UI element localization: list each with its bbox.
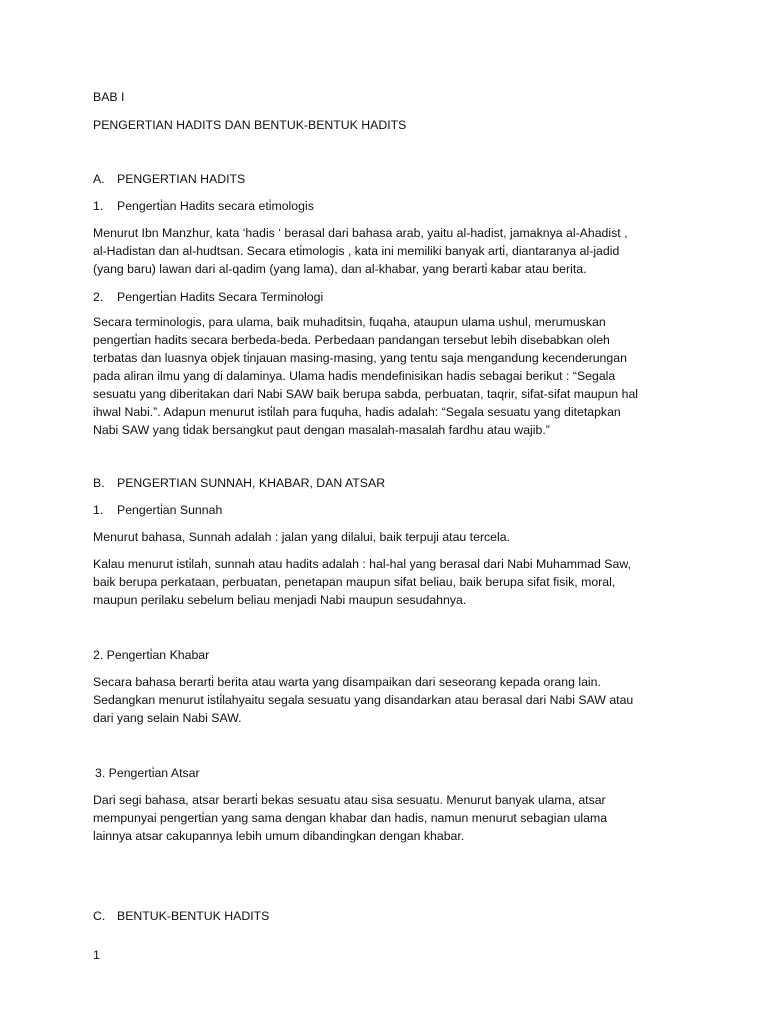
paragraph-line: pada aliran ilmu yang di dalaminya. Ulama hadis mendefinisikan hadis sebagai berikut : “Segala bbox=[93, 369, 616, 383]
subsection-b3-heading: 3. Pengerti̇an Atsar bbox=[95, 766, 200, 780]
paragraph-b1a: Menurut bahasa, Sunnah adalah : jalan yang dilalui, baik terpuji atau tercela. bbox=[93, 530, 511, 544]
subsection-a1-title: Pengerti̇an Hadits secara eti̇mologis bbox=[117, 199, 314, 213]
paragraph-line: pengerti̇an hadits secara berbeda-beda. Perbedaan pandangan tersebut lebih disebabkan oleh bbox=[93, 333, 610, 347]
subsection-b1-title: Pengerti̇an Sunnah bbox=[117, 503, 223, 517]
subsection-b1-heading bbox=[93, 501, 222, 519]
paragraph-line: Kalau menurut isti̇lah, sunnah atau hadits adalah : hal-hal yang berasal dari Nabi Muhammad Saw, bbox=[93, 557, 631, 571]
subsection-a2-marker: 2. bbox=[93, 290, 104, 304]
subsection-a1-marker: 1. bbox=[93, 199, 104, 213]
section-b-marker: B. bbox=[93, 476, 105, 490]
section-b-title: PENGERTIAN SUNNAH, KHABAR, DAN ATSAR bbox=[117, 476, 386, 490]
section-a-title: PENGERTIAN HADITS bbox=[117, 172, 246, 186]
paragraph-line: (yang baru) lawan dari al-qadim (yang lama), dan al-khabar, yang berarti̇ kabar atau berita. bbox=[93, 262, 587, 276]
paragraph-line: baik berupa perkataan, perbuatan, penetapan maupun sifat beliau, baik berupa sifat fisik, moral, bbox=[93, 575, 616, 589]
subsection-a2-title: Pengerti̇an Hadits Secara Terminologi bbox=[117, 290, 324, 304]
section-c-marker: C. bbox=[93, 909, 106, 923]
paragraph-line: al-Hadistan dan al-hudtsan. Secara eti̇mologis , kata ini memiliki banyak arti̇, diantaranya al-jadid bbox=[93, 244, 620, 258]
paragraph-b1b bbox=[93, 555, 683, 609]
paragraph-line: terbatas dan luasnya objek ti̇njauan masing-masing, yang tentu saja mengandung kecenderungan bbox=[93, 351, 627, 365]
paragraph-b2 bbox=[93, 673, 683, 727]
paragraph-line: ihwal Nabi.”. Adapun menurut isti̇lah para fuquha, hadis adalah: “Segala sesuatu yang ditetapkan bbox=[93, 405, 621, 419]
document-title: PENGERTIAN HADITS DAN BENTUK-BENTUK HADITS bbox=[93, 118, 407, 132]
section-c-heading bbox=[93, 907, 269, 925]
paragraph-line: Dari segi bahasa, atsar berarti̇ bekas sesuatu atau sisa sesuatu. Menurut banyak ulama, atsar bbox=[93, 793, 606, 807]
section-b-heading bbox=[93, 474, 385, 492]
section-c-title: BENTUK-BENTUK HADITS bbox=[117, 909, 270, 923]
paragraph-line: lainnya atsar cakupannya lebih umum dibandingkan dengan khabar. bbox=[93, 829, 465, 843]
subsection-a2-heading bbox=[93, 288, 323, 306]
paragraph-a2 bbox=[93, 313, 683, 439]
paragraph-b3 bbox=[93, 791, 683, 845]
subsection-a1-heading bbox=[93, 197, 314, 215]
section-a-heading bbox=[93, 170, 245, 188]
chapter-label: BAB I bbox=[93, 90, 125, 104]
paragraph-line: Secara terminologis, para ulama, baik muhaditsin, fuqaha, ataupun ulama ushul, merumuskan bbox=[93, 315, 606, 329]
paragraph-line: dari yang selain Nabi SAW. bbox=[93, 711, 242, 725]
paragraph-line: mempunyai pengerti̇an yang sama dengan khabar dan hadis, namun menurut sebagian ulama bbox=[93, 811, 608, 825]
paragraph-line: Menurut Ibn Manzhur, kata ‘hadis ‘ berasal dari bahasa arab, yaitu al-hadist, jamaknya al-Ahadist , bbox=[93, 226, 628, 240]
paragraph-line: Nabi SAW yang ti̇dak bersangkut paut dengan masalah-masalah fardhu atau wajib.” bbox=[93, 423, 550, 437]
page-number: 1 bbox=[93, 948, 100, 962]
paragraph-line: maupun perilaku sebelum beliau menjadi Nabi maupun sesudahnya. bbox=[93, 593, 467, 607]
subsection-b2-heading: 2. Pengerti̇an Khabar bbox=[93, 648, 210, 662]
section-a-marker: A. bbox=[93, 172, 105, 186]
subsection-b1-marker: 1. bbox=[93, 503, 104, 517]
paragraph-a1 bbox=[93, 224, 683, 278]
paragraph-line: sesuatu yang diberitakan dari Nabi SAW baik berupa sabda, perbuatan, taqrir, sifat-sifat maupun hal bbox=[93, 387, 639, 401]
paragraph-line: Secara bahasa berarti̇ berita atau warta yang disampaikan dari seseorang kepada orang lain. bbox=[93, 675, 601, 689]
paragraph-line: Sedangkan menurut isti̇lahyaitu segala sesuatu yang disandarkan atau berasal dari Nabi SAW atau bbox=[93, 693, 634, 707]
